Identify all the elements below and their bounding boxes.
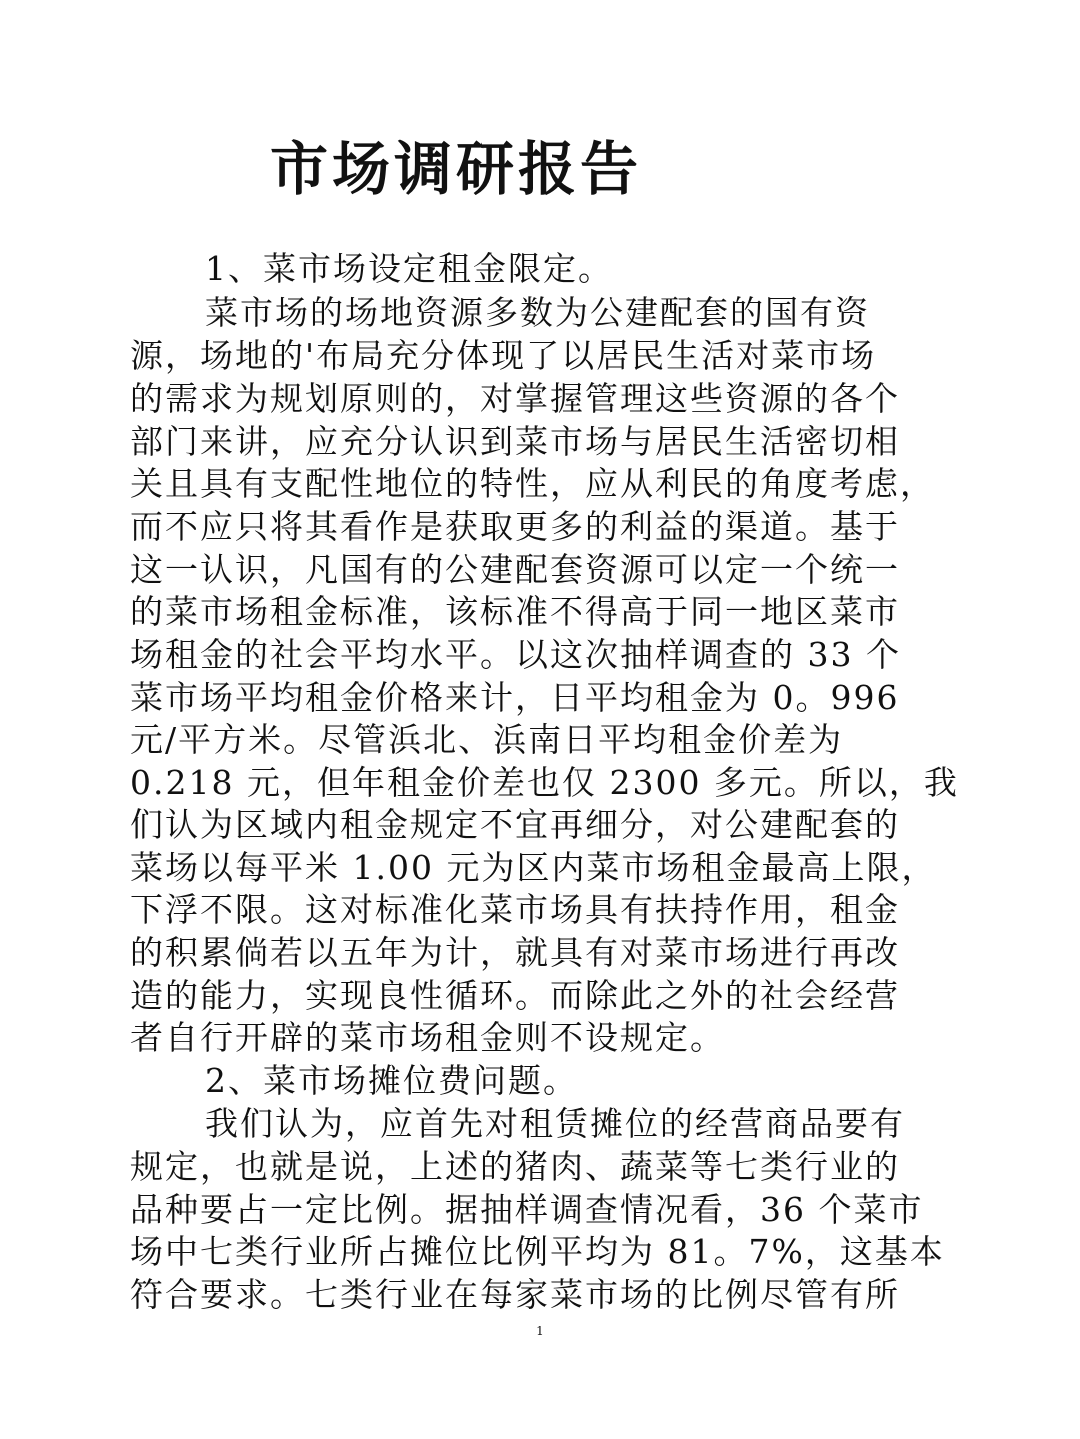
- document-title: 市场调研报告: [270, 135, 643, 203]
- paragraph-line: 者自行开辟的菜市场租金则不设规定。: [130, 1018, 725, 1057]
- paragraph-line: 菜市场的场地资源多数为公建配套的国有资: [205, 293, 870, 332]
- paragraph-line: 部门来讲，应充分认识到菜市场与居民生活密切相: [130, 422, 900, 461]
- paragraph-line: 0.218 元，但年租金价差也仅 2300 多元。所以，我: [130, 763, 959, 802]
- paragraph-line: 规定，也就是说，上述的猪肉、蔬菜等七类行业的: [130, 1147, 900, 1186]
- paragraph-line: 菜市场平均租金价格来计，日平均租金为 0。996: [130, 678, 900, 717]
- paragraph-line: 下浮不限。这对标准化菜市场具有扶持作用，租金: [130, 890, 900, 929]
- section-heading-2: 2、菜市场摊位费问题。: [205, 1061, 578, 1100]
- paragraph-line: 我们认为，应首先对租赁摊位的经营商品要有: [205, 1104, 905, 1143]
- paragraph-line: 品种要占一定比例。据抽样调查情况看，36 个菜市: [130, 1190, 924, 1229]
- paragraph-line: 的积累倘若以五年为计，就具有对菜市场进行再改: [130, 933, 900, 972]
- paragraph-line: 菜场以每平米 1.00 元为区内菜市场租金最高上限，: [130, 848, 937, 887]
- paragraph-line: 场中七类行业所占摊位比例平均为 81。7%，这基本: [130, 1232, 945, 1271]
- paragraph-line: 的需求为规划原则的，对掌握管理这些资源的各个: [130, 379, 900, 418]
- paragraph-line: 而不应只将其看作是获取更多的利益的渠道。基于: [130, 507, 900, 546]
- section-heading-1: 1、菜市场设定租金限定。: [205, 249, 613, 288]
- paragraph-line: 造的能力，实现良性循环。而除此之外的社会经营: [130, 976, 900, 1015]
- paragraph-line: 符合要求。七类行业在每家菜市场的比例尽管有所: [130, 1275, 900, 1314]
- paragraph-line: 的菜市场租金标准，该标准不得高于同一地区菜市: [130, 592, 900, 631]
- paragraph-line: 关且具有支配性地位的特性，应从利民的角度考虑，: [130, 464, 935, 503]
- paragraph-line: 这一认识，凡国有的公建配套资源可以定一个统一: [130, 550, 900, 589]
- paragraph-line: 源，场地的'布局充分体现了以居民生活对菜市场: [130, 336, 877, 375]
- paragraph-line: 元/平方米。尽管浜北、浜南日平均租金价差为: [130, 720, 844, 759]
- paragraph-line: 们认为区域内租金规定不宜再细分，对公建配套的: [130, 805, 900, 844]
- page-number: 1: [536, 1324, 544, 1338]
- paragraph-line: 场租金的社会平均水平。以这次抽样调查的 33 个: [130, 635, 901, 674]
